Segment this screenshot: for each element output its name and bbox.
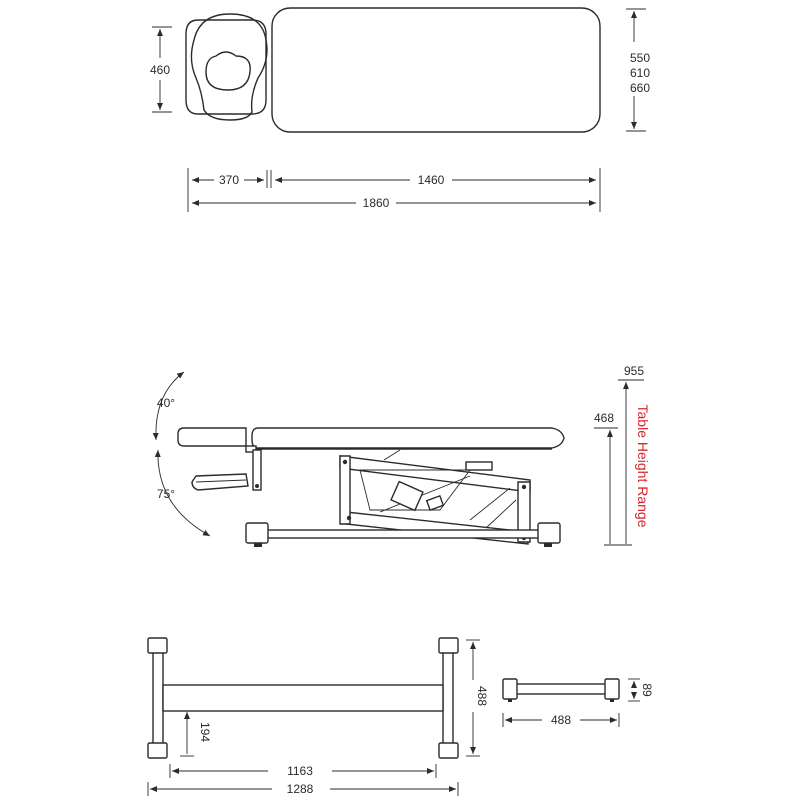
- lift-left-post: [340, 456, 350, 524]
- end-wheel-left: [503, 679, 517, 699]
- max-height-label: 955: [623, 364, 645, 378]
- headrest-width-label: 460: [149, 63, 171, 77]
- lift-top-mount: [466, 462, 492, 470]
- lift-motor-clamp: [427, 496, 444, 510]
- table-height-range-label: Table Height Range: [635, 404, 651, 528]
- headrest-up-angle-label: 40°: [156, 396, 176, 410]
- lift-upper-arm: [340, 456, 530, 492]
- base-crossbar: [163, 685, 443, 711]
- side-base-rail: [262, 530, 546, 538]
- wheel-span-label: 194: [198, 721, 212, 743]
- lift-diag-3: [486, 500, 516, 528]
- end-wheel-right: [605, 679, 619, 699]
- lift-pivot-1: [343, 460, 347, 464]
- base-left-post: [153, 651, 163, 745]
- total-length-label: 1860: [362, 196, 390, 210]
- headrest-length-label: 370: [218, 173, 240, 187]
- face-pillow-outline: [191, 14, 267, 120]
- base-width-label: 488: [475, 685, 489, 707]
- base-total-length-label: 1288: [286, 782, 314, 796]
- end-base-bar: [516, 684, 606, 694]
- body-width-label-3: 660: [629, 81, 651, 95]
- base-right-post: [443, 651, 453, 745]
- side-wheel-right: [538, 523, 560, 543]
- base-wheel-top-left: [148, 638, 167, 653]
- headrest-down-angle-label: 75°: [156, 487, 176, 501]
- lift-lower-arm: [346, 512, 528, 544]
- body-width-label-1: 550: [629, 51, 651, 65]
- foot-height-label: 89: [640, 683, 654, 697]
- end-foot-right: [610, 699, 614, 702]
- base-wheel-bottom-right: [439, 743, 458, 758]
- side-wheel-left: [246, 523, 268, 543]
- side-headrest: [178, 428, 246, 446]
- min-height-label: 468: [593, 411, 615, 425]
- side-foot-right: [544, 543, 552, 547]
- top-view: [150, 8, 650, 212]
- body-length-label: 1460: [417, 173, 445, 187]
- side-foot-left: [254, 543, 262, 547]
- side-view: [156, 364, 651, 547]
- lift-pivot-2: [522, 485, 526, 489]
- end-width-label: 488: [550, 713, 572, 727]
- lift-diag-4: [384, 450, 400, 460]
- headrest-support-knob: [255, 484, 259, 488]
- end-foot-left: [508, 699, 512, 702]
- base-wheel-bottom-left: [148, 743, 167, 758]
- inner-length-label: 1163: [287, 764, 313, 778]
- headrest-outline: [186, 20, 266, 114]
- body-width-label-2: 610: [629, 66, 651, 80]
- lift-pivot-3: [347, 516, 351, 520]
- lift-diag-2: [470, 488, 510, 520]
- table-body-outline: [272, 8, 600, 132]
- base-top-view: [148, 638, 489, 796]
- base-end-view: [503, 679, 654, 727]
- base-wheel-top-right: [439, 638, 458, 653]
- side-table-top: [252, 428, 564, 448]
- face-hole-outline: [206, 52, 250, 90]
